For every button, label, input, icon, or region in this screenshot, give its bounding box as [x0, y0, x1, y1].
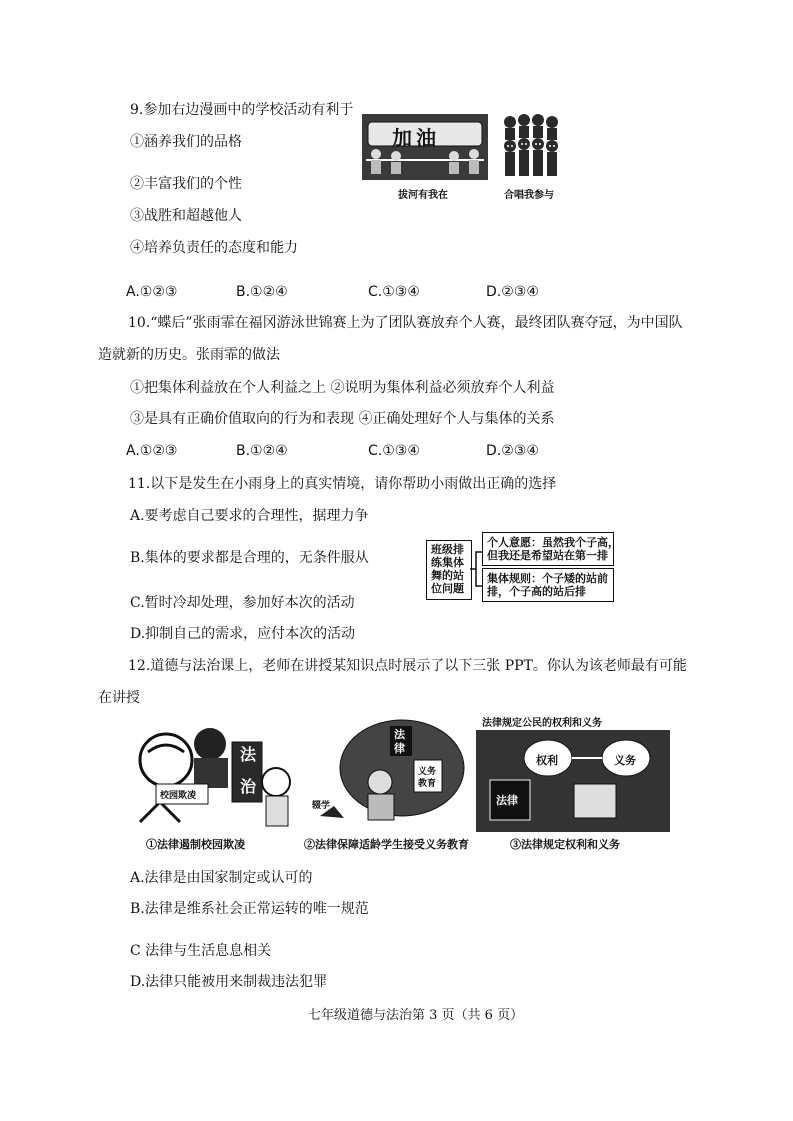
q11-diagram-personal-wish: [482, 532, 619, 566]
q9-item-3: ③战胜和超越他人: [130, 208, 242, 224]
q9-comic-chorus: [500, 112, 562, 180]
q11-topic-line4: 位问题: [431, 582, 464, 595]
q11-diagram-topic-box: [426, 540, 472, 600]
q12-option-c[interactable]: C 法律与生活息息相关: [130, 943, 272, 959]
q12-option-b[interactable]: B.法律是维系社会正常运转的唯一规范: [130, 901, 369, 917]
q11-rule-line2: 排，个子高的站后排: [487, 585, 586, 598]
chorus-image: [500, 112, 562, 180]
ppt2-label-fa: 法: [394, 728, 405, 741]
anti-bullying-image: [120, 712, 304, 832]
q12-option-d[interactable]: D.法律只能被用来制裁违法犯罪: [130, 974, 328, 990]
q11-topic-line3: 舞的站: [431, 569, 464, 582]
q10-stem-line1: 10.“蝶后”张雨霏在福冈游泳世锦赛上为了团队赛放弃个人赛，最终团队赛夺冠，为中国队: [128, 315, 683, 331]
ppt1-label-bullying: 校园欺凌: [160, 791, 197, 801]
q9-item-1: ①涵养我们的品格: [130, 134, 242, 150]
q11-bracket-connector: [470, 540, 482, 598]
q10-option-a[interactable]: A.①②③: [126, 443, 178, 459]
q10-option-b[interactable]: B.①②④: [236, 443, 288, 459]
rights-duties-image: [476, 712, 670, 832]
q12-ppt-1: [120, 712, 304, 832]
q9-caption-tug: 拔河有我在: [398, 190, 448, 201]
q11-stem: 11.以下是发生在小雨身上的真实情境，请你帮助小雨做出正确的选择: [128, 476, 557, 492]
q9-option-c[interactable]: C.①③④: [368, 284, 420, 300]
ppt2-label-jiaoyu: 教育: [418, 779, 437, 789]
q10-items-line1: ①把集体利益放在个人利益之上 ②说明为集体利益必须放弃个人利益: [130, 380, 555, 396]
q9-option-a[interactable]: A.①②③: [126, 284, 178, 300]
q11-diagram-group-rule: [482, 568, 614, 602]
q10-items-line2: ③是具有正确价值取向的行为和表现 ④正确处理好个人与集体的关系: [130, 411, 555, 427]
q11-option-d[interactable]: D.抑制自己的需求，应付本次的活动: [130, 626, 356, 642]
ppt1-label-fa: 法: [240, 745, 257, 764]
q12-option-a[interactable]: A.法律是由国家制定或认可的: [130, 870, 313, 886]
q11-option-a[interactable]: A.要考虑自己要求的合理性，据理力争: [130, 508, 369, 524]
q12-stem-line2: 在讲授: [98, 690, 140, 706]
ppt2-label-yiwu: 义务: [418, 767, 437, 777]
ppt3-label-title: 法律规定公民的权利和义务: [482, 718, 602, 729]
q9-option-b[interactable]: B.①②④: [236, 284, 288, 300]
q9-caption-chorus: 合唱我参与: [504, 190, 554, 201]
q9-stem: 9.参加右边漫画中的学校活动有利于: [130, 102, 354, 118]
ppt3-label-rights: 权利: [536, 754, 558, 767]
q12-ppt3-caption: ③法律规定权利和义务: [510, 838, 620, 851]
q12-ppt-3: [476, 712, 670, 832]
q9-item-4: ④培养负责任的态度和能力: [130, 240, 298, 256]
q10-option-c[interactable]: C.①③④: [368, 443, 420, 459]
ppt2-label-lv: 律: [394, 742, 405, 755]
q12-ppt2-caption: ②法律保障适龄学生接受义务教育: [304, 838, 469, 851]
q11-topic-line1: 班级排: [431, 543, 464, 556]
ppt1-label-zhi: 治: [240, 777, 257, 796]
q11-rule-line1: 集体规则：个子矮的站前: [487, 572, 608, 585]
q10-stem-line2: 造就新的历史。张雨霏的做法: [98, 347, 280, 363]
q11-wish-line1: 个人意愿：虽然我个子高，: [487, 536, 619, 549]
q11-option-c[interactable]: C.暂时冷却处理，参加好本次的活动: [130, 595, 355, 611]
q12-ppt1-caption: ①法律遏制校园欺凌: [146, 838, 245, 851]
q11-topic-line2: 练集体: [431, 556, 464, 569]
q9-comic-tug-of-war: [362, 114, 488, 180]
q9-option-d[interactable]: D.②③④: [486, 284, 539, 300]
q11-wish-line2: 但我还是希望站在第一排: [487, 549, 608, 562]
page-footer: 七年级道德与法治第 3 页（共 6 页）: [308, 1008, 524, 1023]
q12-stem-line1: 12.道德与法治课上，老师在讲授某知识点时展示了以下三张 PPT。你认为该老师最有可能: [128, 658, 687, 674]
q9-banner-text: 加油: [392, 126, 440, 150]
q10-option-d[interactable]: D.②③④: [486, 443, 539, 459]
q12-ppt-2: [310, 712, 478, 832]
ppt3-label-law: 法律: [496, 794, 518, 807]
ppt3-label-duties: 义务: [614, 754, 636, 767]
q9-item-2: ②丰富我们的个性: [130, 176, 242, 192]
ppt2-label-dropout: 辍学: [312, 801, 331, 811]
q11-option-b[interactable]: B.集体的要求都是合理的，无条件服从: [130, 550, 369, 566]
